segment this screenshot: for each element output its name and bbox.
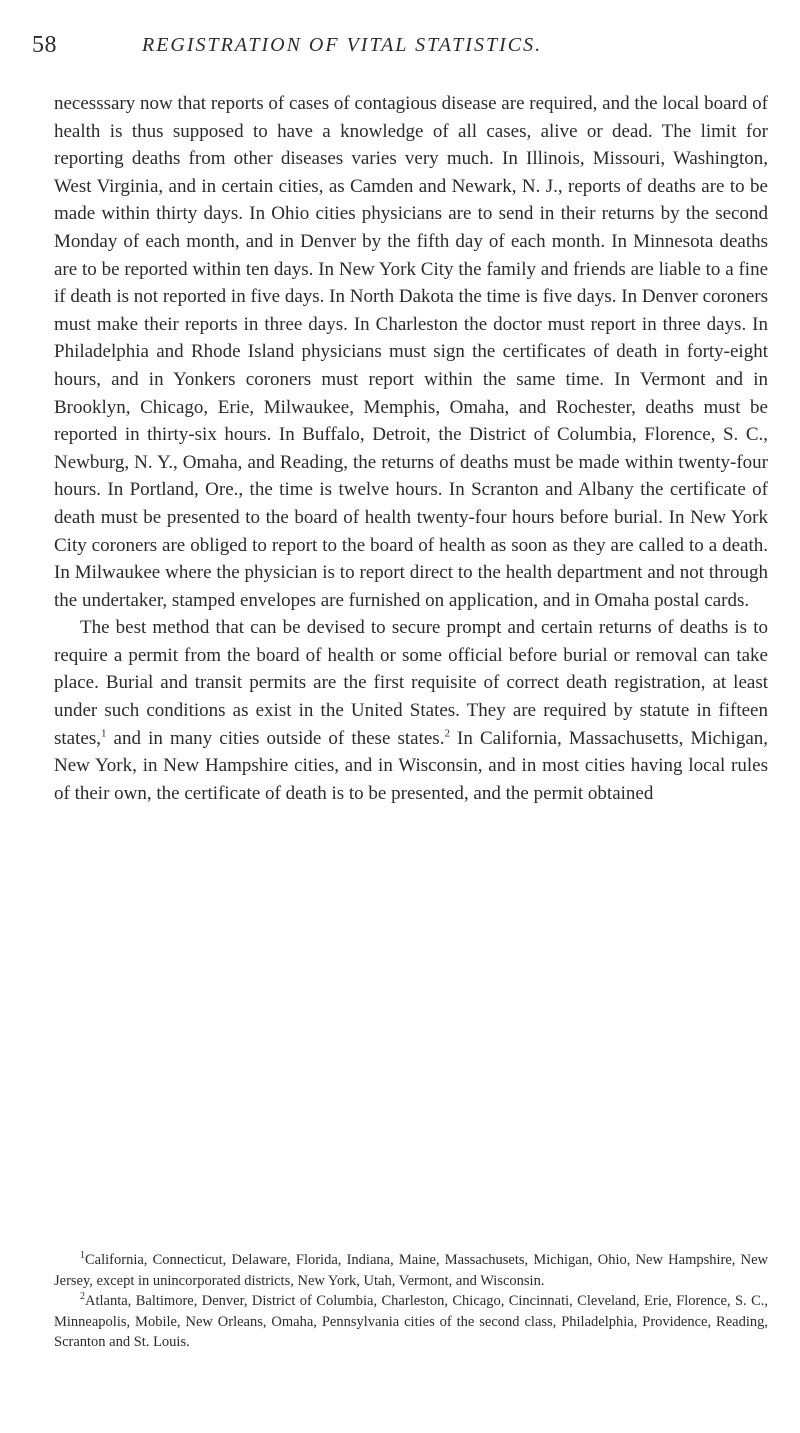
footnote-text-2: Atlanta, Baltimore, Denver, District of Columbia, Charleston, Chicago, Cincinnati, Cleveland, Erie, Florence, S. C., Minneapolis, Mobile, New Orleans, Omaha, Pennsylvania cities of the second class, Philadelphia, Providence, Reading, Scranton and St. Louis.	[54, 1293, 768, 1350]
footnote-mark-2: 2	[80, 1291, 85, 1303]
running-head	[32, 32, 752, 68]
paragraph-continued: necesssary now that reports of cases of contagious disease are required, and the local board of health is thus supposed to have a knowledge of all cases, alive or dead. The limit for reporting deaths from other diseases varies very much. In Illinois, Missouri, Washington, West Virginia, and in certain cities, as Camden and Newark, N. J., reports of deaths are to be made within thirty days. In Ohio cities physicians are to send in their returns by the second Monday of each month, and in Denver by the fifth day of each month. In Minnesota deaths are to be reported within ten days. In New York City the family and friends are liable to a fine if death is not reported in five days. In North Dakota the time is five days. In Denver coroners must make their reports in three days. In Charleston the doctor must report in three days. In Philadelphia and Rhode Island physicians must sign the certificates of death in forty-eight hours, and in Yonkers coroners must report within the same time. In Vermont and in Brooklyn, Chicago, Erie, Milwaukee, Memphis, Omaha, and Rochester, deaths must be reported in thirty-six hours. In Buffalo, Detroit, the District of Columbia, Florence, S. C., Newburg, N. Y., Omaha, and Reading, the returns of deaths must be made within twenty-four hours. In Portland, Ore., the time is twelve hours. In Scranton and Albany the certificate of death must be presented to the board of health twenty-four hours before burial. In New York City coroners are obliged to report to the board of health as soon as they are called to a death. In Milwaukee where the physician is to report direct to the health department and not through the undertaker, stamped envelopes are furnished on application, and in Omaha postal cards.	[54, 93, 768, 611]
running-title: REGISTRATION OF VITAL STATISTICS.	[142, 34, 543, 56]
paragraph-text-part-a: The best method that can be devised to secure prompt and certain returns of deaths is to require a permit from the board of health or some official before burial or removal can take place. Burial and transit permits are the first requisite of correct death registration, at least under such conditions as exist in the United States. They are required by statute in fifteen states,	[54, 617, 768, 749]
paragraph-text-part-b: and in many cities outside of these states.	[106, 727, 445, 749]
footnote-1	[54, 1250, 768, 1291]
paragraph-burial-permits	[54, 614, 768, 807]
paragraph-text-part-c: In California, Massachusetts, Michigan, New York, in New Hampshire cities, and in Wisconsin, and in most cities having local rules of their own, the certificate of death is to be presented, and the permit obtained	[54, 727, 769, 804]
footnote-text-1: California, Connecticut, Delaware, Florida, Indiana, Maine, Massachusets, Michigan, Ohio, New Hampshire, New Jersey, except in unincorporated districts, New York, Utah, Vermont, and Wisconsin.	[54, 1252, 768, 1289]
footnote-reference-1: 1	[100, 727, 107, 740]
footnote-2	[54, 1291, 768, 1353]
body-text	[54, 90, 768, 807]
footnote-reference-2: 2	[444, 727, 450, 740]
footnote-mark-1: 1	[80, 1250, 85, 1262]
footnotes	[54, 1250, 768, 1353]
page-number: 58	[32, 32, 57, 58]
